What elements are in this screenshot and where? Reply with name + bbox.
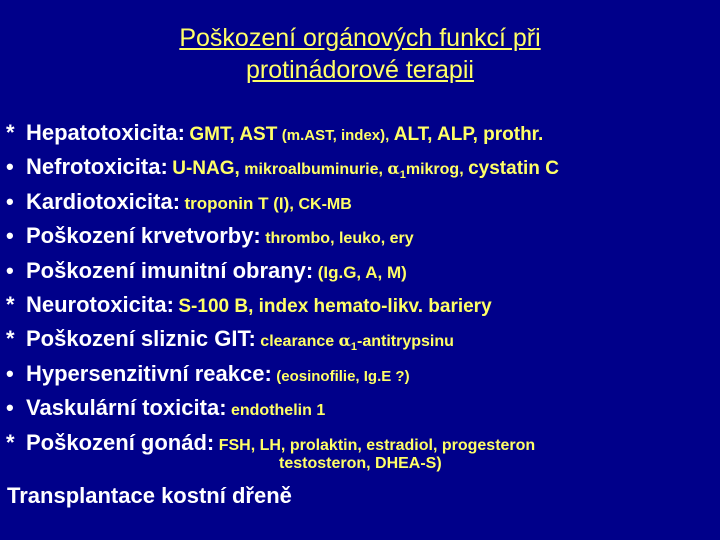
item-detail: ALT, ALP, prothr. [393,124,544,145]
toxicity-list [6,120,718,464]
item-heading: Neurotoxicita: [26,291,174,317]
item-detail: mikrog, [405,161,464,179]
list-item-hypersensitivity [6,361,718,395]
list-item-cardiotoxicity [6,189,718,223]
item-heading: Poškození krvetvorby: [26,223,261,249]
item-detail: (eosinofilie, Ig.E ?) [276,367,410,385]
item-detail: mikroalbuminurie, [244,161,383,179]
item-detail: endothelin 1 [230,402,326,420]
title-line-1: Poškození orgánových funkcí při [179,24,541,52]
bullet: * [6,120,15,145]
item-heading: Nefrotoxicita: [26,154,168,180]
item-detail: (Ig.G, A, M) [317,262,407,282]
item-heading: Poškození imunitní obrany: [26,257,314,283]
item-heading: Vaskulární toxicita: [26,395,227,421]
bullet: • [6,223,14,249]
item-heading: Hypersenzitivní reakce: [26,360,272,386]
bullet: • [6,360,14,386]
item-heading: Hepatotoxicita: [26,120,185,145]
item-detail: cystatin C [468,158,559,180]
alpha-symbol: α [387,159,400,179]
slide-title [0,22,720,86]
item-detail: CK-MB [298,195,352,213]
item-heading: Poškození sliznic GIT: [26,326,256,352]
list-item-vascular [6,395,718,429]
bullet: • [6,257,14,283]
item-heading: Kardiotoxicita: [26,188,181,214]
bullet: • [6,154,14,180]
list-item-hepatotoxicity [6,120,718,154]
bullet: * [6,291,15,317]
list-item-immune [6,258,718,292]
item-heading: Poškození gonád: [26,429,215,455]
item-detail: U-NAG, [172,158,240,180]
list-item-nephrotoxicity [6,154,718,188]
item-detail: S-100 B, index hemato-likv. bariery [178,295,492,317]
alpha-symbol: α [338,331,351,351]
list-item-mucosa [6,326,718,360]
bullet: • [6,395,14,421]
item-detail: FSH, LH, prolaktin, estradiol, progesteron [218,436,536,454]
subscript: 1 [350,341,358,354]
gonads-continuation: testosteron, DHEA-S) [279,455,442,472]
item-detail: troponin T (I), [184,193,295,213]
bullet: * [6,429,15,455]
item-detail: clearance [260,333,335,351]
item-detail: thrombo, leuko, ery [265,230,414,248]
item-detail: GMT, AST [189,124,278,145]
bullet: • [6,188,14,214]
title-line-2: protinádorové terapii [246,56,474,84]
footer-heading: Transplantace kostní dřeně [7,483,292,508]
bullet: * [6,326,15,352]
list-item-hematopoiesis [6,223,718,257]
item-detail: -antitrypsinu [357,333,454,351]
list-item-neurotoxicity [6,292,718,326]
subscript: 1 [399,169,406,182]
item-detail: (m.AST, index), [281,127,390,144]
